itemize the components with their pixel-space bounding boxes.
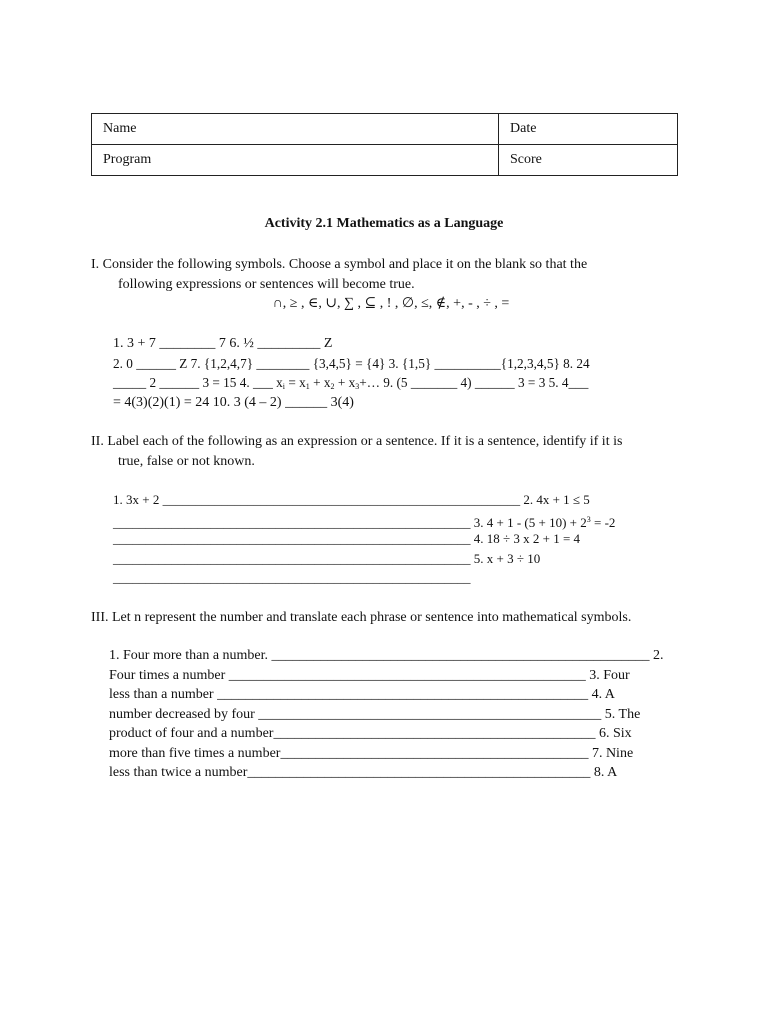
part2-line-2: _______________________________________________________ 3. $4 + 1 - (5 + 10) + 2^3 = -2$ [113, 514, 616, 530]
part3-items [109, 646, 669, 783]
part3-line-3: less than a number _____________________________________________________ 4. A [109, 687, 615, 702]
part1-line-3: _____ 2 ______ 3 = 15 4. ___ $x_i = x_1 + x_2$ + $x_3+\dots$ 9. (5 _______ 4) ______ 3 = 3 5. 4___ [113, 375, 589, 391]
score-field[interactable] [499, 145, 678, 176]
part3-line-1: 1. Four more than a number. ______________________________________________________ 2. [109, 648, 664, 663]
score-label: Score [510, 152, 542, 167]
part2-section [91, 432, 691, 471]
part3-line-7: less than twice a number_________________________________________________ 8. A [109, 765, 618, 780]
date-field[interactable] [499, 114, 678, 145]
part1-instruction-line-2: following expressions or sentences will become true. [118, 276, 415, 292]
part2-instruction-line-1: II. Label each of the following as an expression or a sentence. If it is a sentence, identify if it is [91, 434, 623, 449]
program-label: Program [103, 152, 152, 167]
part1-section [91, 255, 691, 314]
part1-line-4: = 4(3)(2)(1) = 24 10. 3 (4 – 2) ______ 3(4) [113, 394, 354, 410]
name-field[interactable] [92, 114, 499, 145]
part3-line-2: Four times a number ___________________________________________________ 3. Four [109, 667, 630, 683]
part2-instruction-line-2: true, false or not known. [118, 453, 255, 469]
part3-line-6: more than five times a number____________________________________________ 7. Nine [109, 745, 634, 761]
part3-line-4: number decreased by four _________________________________________________ 5. The [109, 706, 641, 722]
part1-line-1: 1. 3 + 7 ________ 7 6. ½ _________ Z [113, 336, 333, 351]
program-field[interactable] [92, 145, 499, 176]
part2-items [113, 490, 637, 588]
date-label: Date [510, 121, 537, 136]
student-info-table [91, 113, 678, 176]
part1-instruction-line-1: I. Consider the following symbols. Choose a symbol and place it on the blank so that the [91, 257, 588, 272]
part1-items [113, 334, 593, 412]
activity-title: Activity 2.1 Mathematics as a Language [264, 216, 504, 231]
part2-line-5: _______________________________________________________ [113, 570, 471, 585]
part2-line-4: _______________________________________________________ 5. x + 3 ÷ 10 [113, 550, 541, 566]
symbols-list: ∩, ≥ , ∈, ∪, ∑ , ⊆ , ! , ∅, ≤, ∉, +, - , ÷ , = [272, 296, 510, 311]
part1-line-2: 2. 0 ______ Z 7. {1,2,4,7} ________ {3,4,5} = {4} 3. {1,5} __________{1,2,3,4,5} 8. 24 [113, 355, 590, 371]
part3-section [91, 608, 711, 628]
part2-line-1: 1. 3x + 2 _______________________________________________________ 2. 4x + 1 ≤ 5 [113, 492, 590, 507]
part3-instruction: III. Let n represent the number and translate each phrase or sentence into mathematical symbols. [91, 610, 632, 625]
part3-line-5: product of four and a number______________________________________________ 6. Six [109, 726, 632, 741]
part2-line-3: _______________________________________________________ 4. 18 ÷ 3 x 2 + 1 = 4 [113, 531, 581, 546]
name-label: Name [103, 121, 137, 136]
